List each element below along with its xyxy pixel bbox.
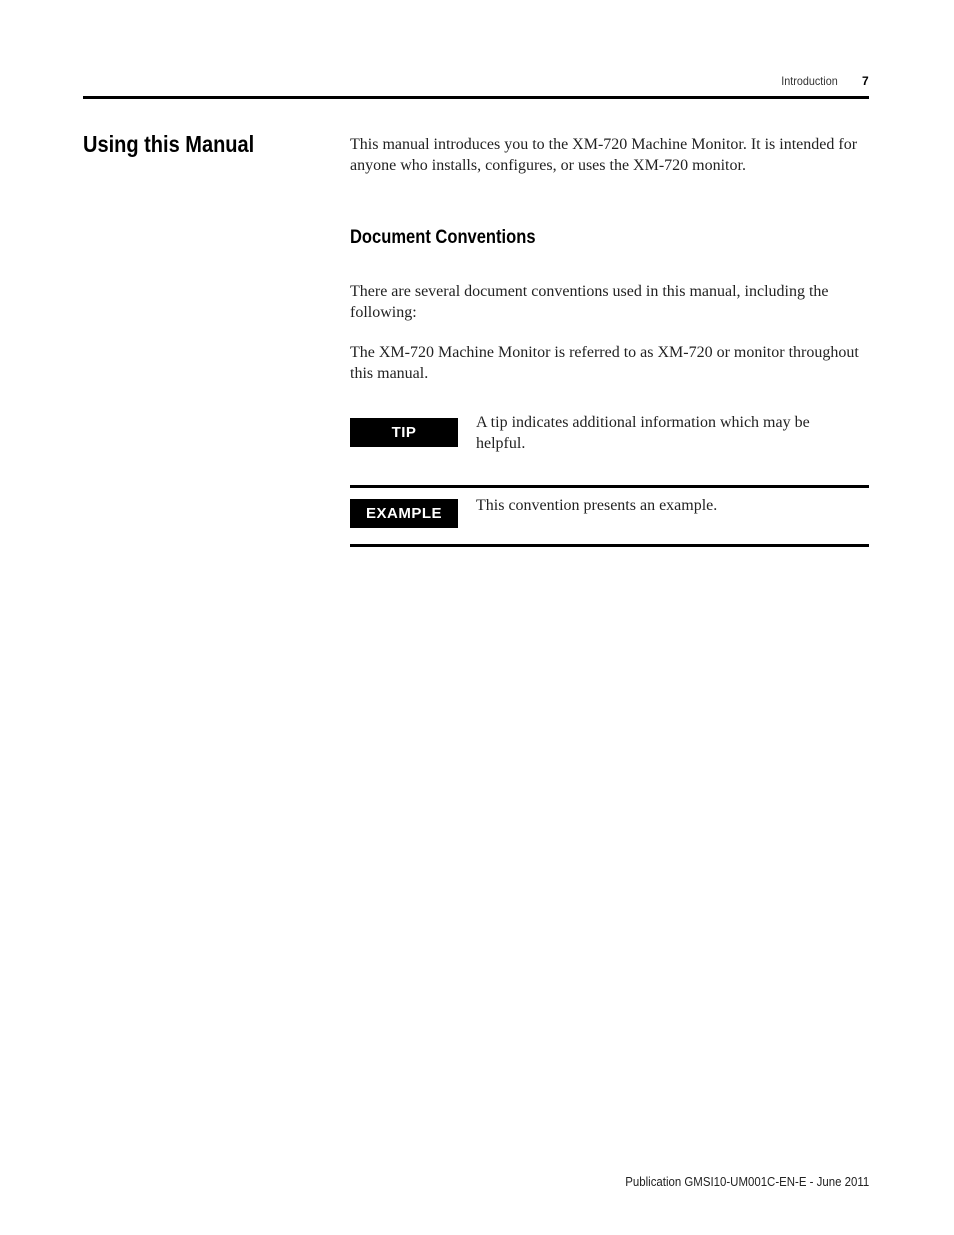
intro-paragraph: This manual introduces you to the XM-720 Machine Monitor. It is intended for anyone who installs, configures, or uses the XM-720 monitor. [350,136,858,174]
tip-text: A tip indicates additional information which may be helpful. [476,414,810,452]
page-number: 7 [862,74,869,88]
section-title: Using this Manual [83,131,255,157]
conventions-paragraph-2: The XM-720 Machine Monitor is referred to as XM-720 or monitor throughout this manual. [350,344,859,382]
example-label: EXAMPLE [350,499,458,528]
running-header-section: Introduction [781,74,838,88]
footer-publication: Publication GMSI10-UM001C-EN-E - June 2011 [625,1174,869,1189]
conventions-paragraph-1: There are several document conventions used in this manual, including the following: [350,283,829,321]
conventions-heading: Document Conventions [350,227,536,248]
example-bottom-rule [350,544,869,547]
example-text: This convention presents an example. [476,497,718,514]
tip-label: TIP [350,418,458,447]
example-top-rule [350,485,869,488]
header-rule [83,96,869,99]
